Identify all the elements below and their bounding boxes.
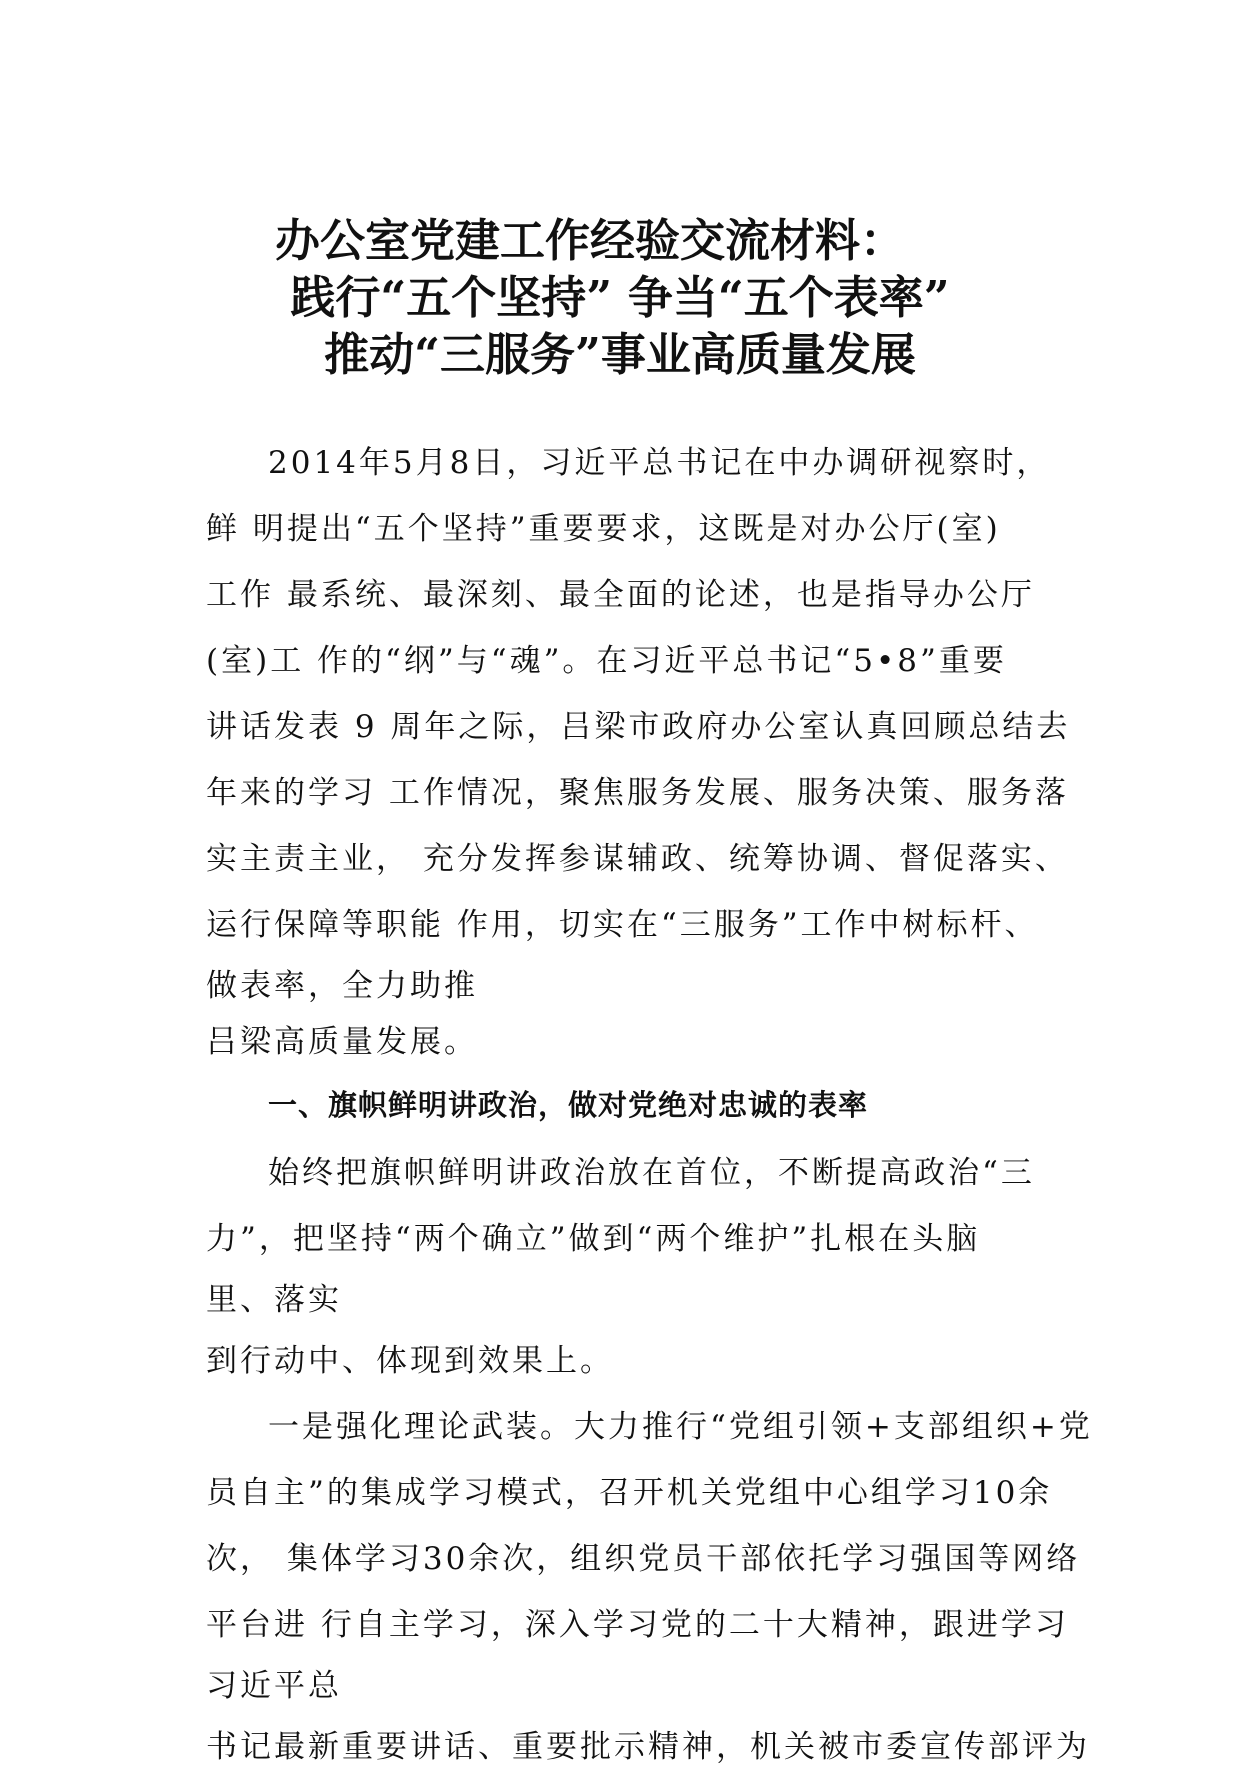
paragraph-2-line: 始终把旗帜鲜明讲政治放在首位，不断提高政治“三: [268, 1155, 1035, 1191]
paragraph-1-line: 工作 最系统、最深刻、最全面的论述，也是指导办公厅: [206, 577, 1035, 613]
paragraph-3-line: 员自主”的集成学习模式，召开机关党组中心组学习10余: [206, 1475, 1053, 1511]
document-title: [0, 212, 1240, 383]
paragraph-3-line: 一是强化理论武装。大力推行“党组引领+支部组织+党: [268, 1409, 1093, 1445]
section-heading-1: 一、旗帜鲜明讲政治，做对党绝对忠诚的表率: [268, 1088, 869, 1122]
paragraph-1-line: 讲话发表 9 周年之际，吕梁市政府办公室认真回顾总结去: [206, 709, 1071, 745]
paragraph-2-line: 里、落实: [206, 1282, 342, 1318]
paragraph-3-line: 书记最新重要讲话、重要批示精神，机关被市委宣传部评为: [206, 1729, 1090, 1765]
paragraph-1-line: 实主责主业， 充分发挥参谋辅政、统筹协调、督促落实、: [206, 841, 1069, 877]
paragraph-1-line: 吕梁高质量发展。: [206, 1024, 478, 1060]
paragraph-3-line: 平台进 行自主学习，深入学习党的二十大精神，跟进学习: [206, 1607, 1069, 1643]
paragraph-1-line: 鲜 明提出“五个坚持”重要要求，这既是对办公厅(室): [206, 511, 1001, 547]
paragraph-1-line: 做表率，全力助推: [206, 968, 478, 1004]
paragraph-1-line: 年来的学习 工作情况，聚焦服务发展、服务决策、服务落: [206, 775, 1069, 811]
paragraph-3-line: 次， 集体学习30余次，组织党员干部依托学习强国等网络: [206, 1541, 1081, 1577]
paragraph-1-line: 运行保障等职能 作用，切实在“三服务”工作中树标杆、: [206, 907, 1039, 943]
paragraph-3-line: 习近平总: [206, 1668, 342, 1704]
document-body: [206, 430, 1093, 1780]
paragraph-1-line: 2014年5月8日，习近平总书记在中办调研视察时，: [268, 445, 1051, 481]
paragraph-2-line: 到行动中、体现到效果上。: [206, 1343, 614, 1379]
title-line-2: 践行“五个坚持” 争当“五个表率”: [290, 271, 950, 324]
paragraph-1-line: (室)工 作的“纲”与“魂”。在习近平总书记“5•8”重要: [206, 643, 1007, 679]
title-line-1: 办公室党建工作经验交流材料：: [274, 214, 905, 267]
paragraph-2-line: 力”，把坚持“两个确立”做到“两个维护”扎根在头脑: [206, 1221, 981, 1257]
title-line-3: 推动“三服务”事业高质量发展: [324, 328, 916, 381]
